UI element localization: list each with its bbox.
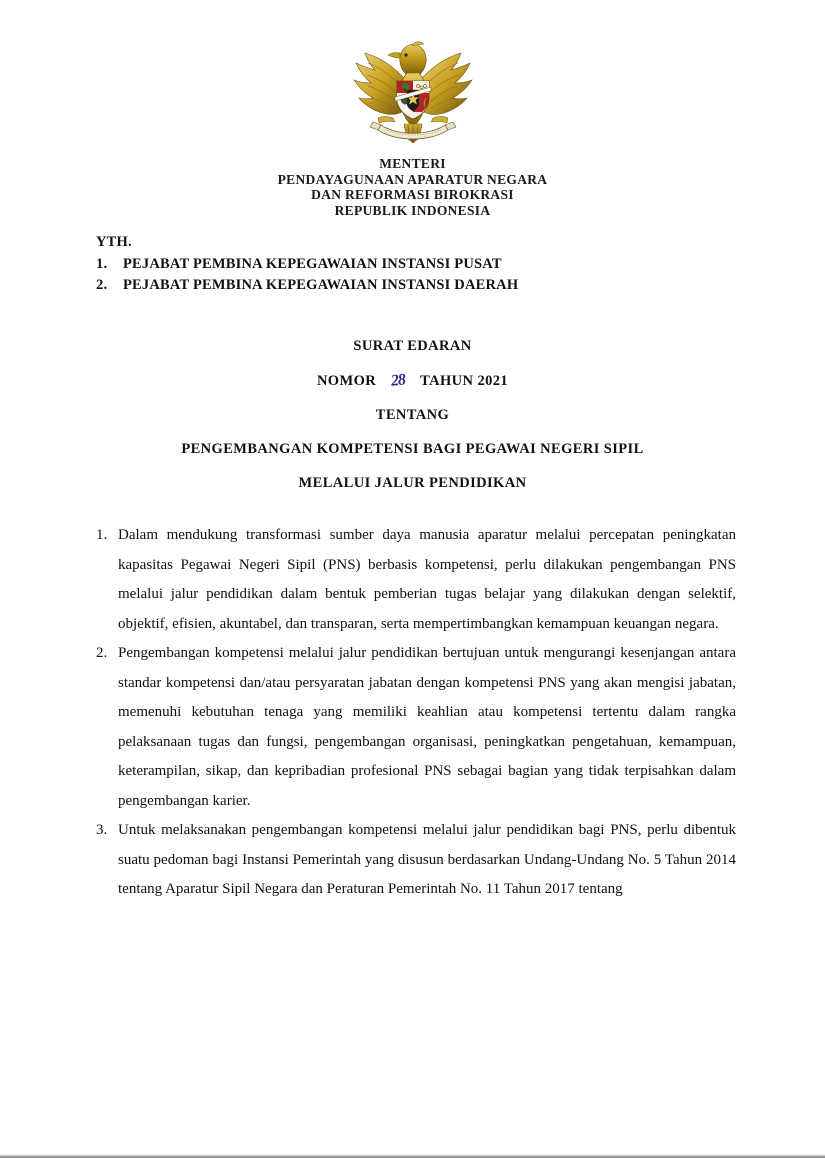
addressee-item-1-label: PEJABAT PEMBINA KEPEGAWAIAN INSTANSI PUSAT [123, 256, 502, 272]
addressee-item-1 [96, 254, 756, 275]
body-paragraph-3 [96, 816, 736, 905]
body-paragraph-1-text: Dalam mendukung transformasi sumber daya manusia aparatur melalui percepatan peningkatan kapasitas Pegawai Negeri Sipil (PNS) berbasis kompetensi, perlu dilakukan pengembangan PNS melalui jalur pendidikan dalam bentuk pemberian tugas belajar yang dilakukan dengan selektif, objektif, efisien, akuntabel, dan transparan, serta mempertimbangkan kemampuan keuangan negara. [118, 527, 736, 632]
ministry-line-1: MENTERI [379, 156, 446, 171]
document-number-line [0, 372, 825, 390]
subject-line-1: PENGEMBANGAN KOMPETENSI BAGI PEGAWAI NEGERI SIPIL [181, 441, 644, 457]
subject-line-2: MELALUI JALUR PENDIDIKAN [298, 475, 527, 491]
body-paragraph-2-number: 2. [96, 645, 108, 661]
body-paragraph-2-text: Pengembangan kompetensi melalui jalur pendidikan bertujuan untuk mengurangi kesenjangan antara standar kompetensi dan/atau persyaratan jabatan dengan kompetensi PNS yang akan mengisi jabatan, memenuhi kebutuhan tenaga yang memiliki keahlian atau kompetensi tertentu dalam rangka pelaksanaan tugas dan fungsi, pengembangan organisasi, peningkatkan pengetahuan, kemampuan, keterampilan, sikap, dan kepribadian profesional PNS sebagai bagian yang tidak terpisahkan dalam pengembangan karier. [118, 645, 736, 809]
nomor-year: TAHUN 2021 [420, 372, 509, 389]
nomor-handwritten-value: 28 [390, 371, 406, 390]
addressee-heading: YTH. [96, 234, 132, 250]
ministry-line-3: DAN REFORMASI BIROKRASI [311, 187, 514, 202]
page-scan-edge-shadow [0, 1154, 825, 1158]
body-paragraph-2 [96, 639, 736, 816]
emblem-container [0, 38, 825, 161]
ministry-line-2: PENDAYAGUNAAN APARATUR NEGARA [277, 171, 548, 187]
addressee-item-2-label: PEJABAT PEMBINA KEPEGAWAIAN INSTANSI DAERAH [123, 277, 519, 293]
body-paragraph-3-number: 3. [96, 822, 108, 838]
nomor-label: NOMOR [316, 372, 377, 389]
body-paragraph-3-text: Untuk melaksanakan pengembangan kompetensi melalui jalur pendidikan bagi PNS, perlu dibentuk suatu pedoman bagi Instansi Pemerintah yang disusun berdasarkan Undang-Undang No. 5 Tahun 2014 tentang Aparatur Sipil Negara dan Peraturan Pemerintah No. 11 Tahun 2017 tentang [118, 822, 736, 897]
body-paragraph-1 [96, 521, 736, 639]
tentang-label: TENTANG [375, 407, 450, 423]
ministry-header [0, 156, 825, 218]
addressee-item-2-number: 2. [96, 277, 108, 293]
addressee-item-2 [96, 275, 756, 296]
document-body [96, 521, 736, 905]
body-paragraph-1-number: 1. [96, 527, 108, 543]
addressee-item-1-number: 1. [96, 256, 108, 272]
document-title-block [0, 338, 825, 509]
addressee-block [96, 232, 756, 296]
garuda-pancasila-emblem [343, 38, 483, 156]
document-type-title: SURAT EDARAN [353, 338, 472, 354]
ministry-line-4: REPUBLIK INDONESIA [334, 202, 491, 218]
